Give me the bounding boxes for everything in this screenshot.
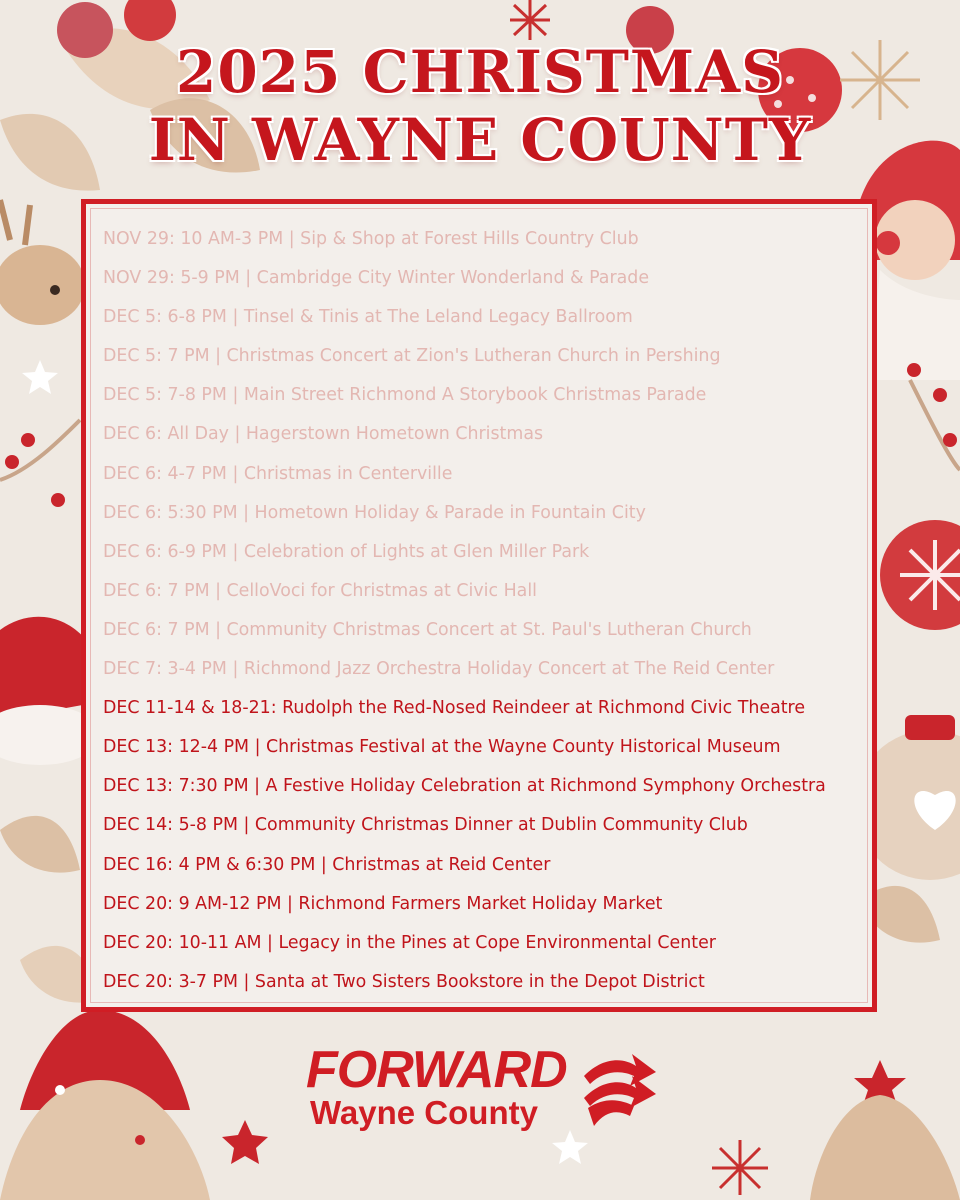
event-item: DEC 20: 3-7 PM | Santa at Two Sisters Bookstore in the Depot District bbox=[103, 971, 705, 992]
snowflake-decoration bbox=[510, 0, 550, 40]
event-item: DEC 5: 7-8 PM | Main Street Richmond A Storybook Christmas Parade bbox=[103, 385, 707, 406]
event-item: DEC 5: 7 PM | Christmas Concert at Zion's Lutheran Church in Pershing bbox=[103, 346, 721, 367]
page-title bbox=[0, 38, 960, 174]
event-item: DEC 13: 7:30 PM | A Festive Holiday Celebration at Richmond Symphony Orchestra bbox=[103, 776, 826, 797]
event-item: DEC 20: 10-11 AM | Legacy in the Pines at Cope Environmental Center bbox=[103, 932, 716, 953]
logo-forward-text: FORWARD bbox=[306, 1041, 567, 1099]
event-item: NOV 29: 5-9 PM | Cambridge City Winter Wonderland & Parade bbox=[103, 268, 650, 289]
reindeer-decoration bbox=[0, 200, 85, 325]
christmas-tree-decoration bbox=[810, 1060, 960, 1200]
event-item: DEC 6: 7 PM | Community Christmas Concert at St. Paul's Lutheran Church bbox=[103, 619, 752, 640]
events-list bbox=[103, 220, 864, 1002]
logo-wayne-county-text: Wayne County bbox=[310, 1094, 538, 1131]
title-line-2: IN WAYNE COUNTY bbox=[148, 106, 812, 174]
event-item: DEC 7: 3-4 PM | Richmond Jazz Orchestra Holiday Concert at The Reid Center bbox=[103, 659, 775, 680]
christmas-tree-decoration bbox=[0, 1010, 210, 1200]
event-item: DEC 6: 5:30 PM | Hometown Holiday & Parade in Fountain City bbox=[103, 502, 646, 523]
event-item: NOV 29: 10 AM-3 PM | Sip & Shop at Forest Hills Country Club bbox=[103, 229, 639, 249]
event-item: DEC 6: All Day | Hagerstown Hometown Christmas bbox=[103, 424, 544, 445]
event-item: DEC 6: 6-9 PM | Celebration of Lights at Glen Miller Park bbox=[103, 541, 590, 562]
event-item: DEC 14: 5-8 PM | Community Christmas Dinner at Dublin Community Club bbox=[103, 815, 748, 836]
event-item: DEC 20: 9 AM-12 PM | Richmond Farmers Market Holiday Market bbox=[103, 893, 663, 914]
title-line-1: 2025 CHRISTMAS bbox=[175, 38, 785, 106]
event-item: DEC 5: 6-8 PM | Tinsel & Tinis at The Leland Legacy Ballroom bbox=[103, 307, 633, 328]
forward-wayne-county-logo bbox=[300, 1040, 660, 1140]
event-item: DEC 6: 4-7 PM | Christmas in Centerville bbox=[103, 463, 453, 484]
forward-arrows-icon bbox=[578, 1046, 658, 1130]
snowflake-decoration bbox=[712, 1140, 768, 1195]
event-item: DEC 6: 7 PM | CelloVoci for Christmas at Civic Hall bbox=[103, 580, 537, 601]
events-panel bbox=[81, 199, 877, 1012]
event-item: DEC 11-14 & 18-21: Rudolph the Red-Nosed Reindeer at Richmond Civic Theatre bbox=[103, 698, 806, 719]
event-item: DEC 16: 4 PM & 6:30 PM | Christmas at Reid Center bbox=[103, 854, 551, 875]
event-item: DEC 13: 12-4 PM | Christmas Festival at the Wayne County Historical Museum bbox=[103, 737, 781, 758]
ornament-decoration bbox=[880, 520, 960, 630]
